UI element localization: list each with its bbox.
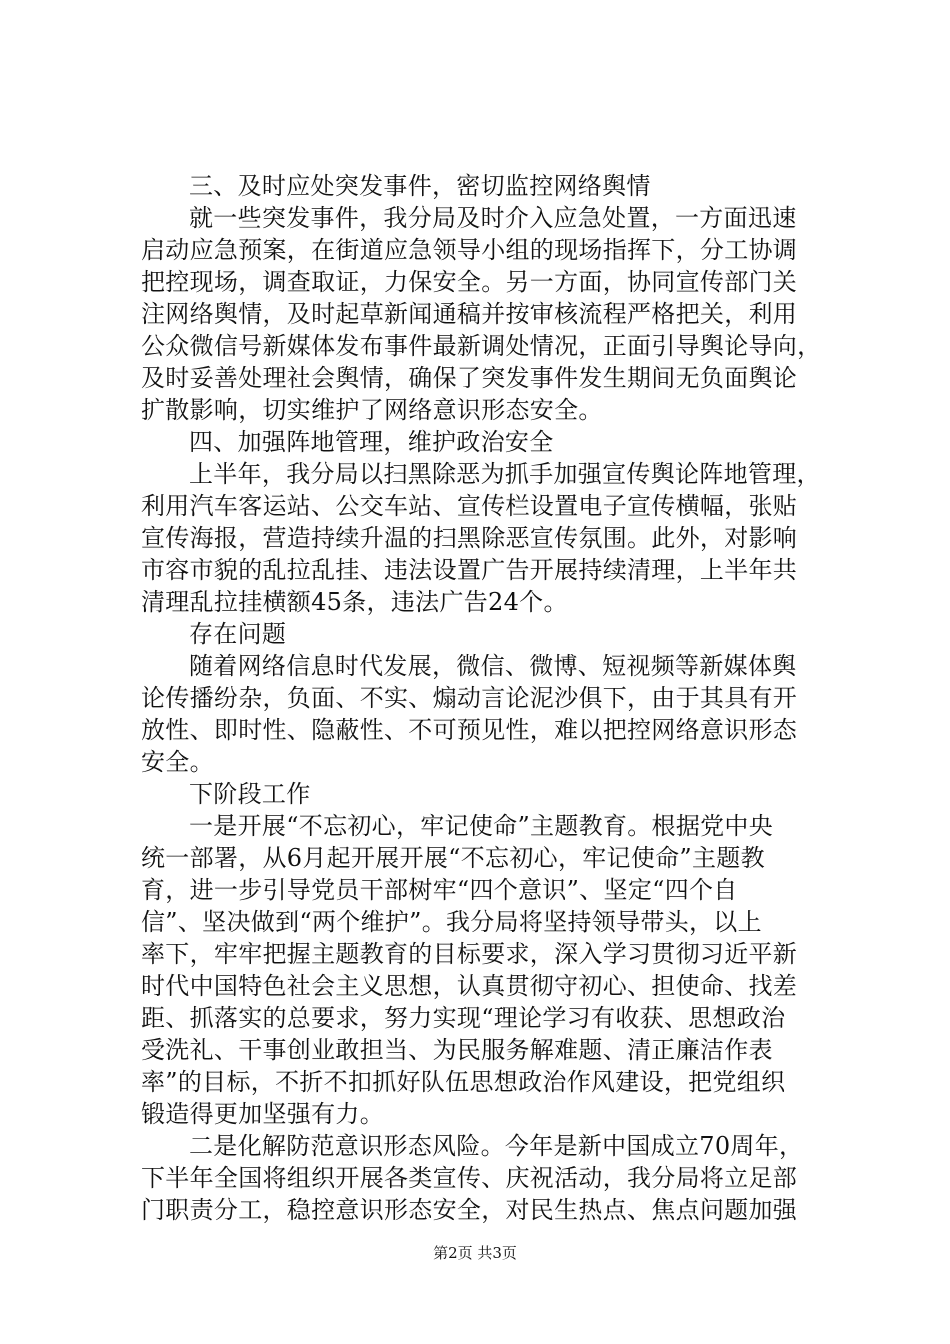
paragraph-line: 及时妥善处理社会舆情，确保了突发事件发生期间无负面舆论 xyxy=(141,364,798,392)
section-heading: 下阶段工作 xyxy=(189,780,311,808)
paragraph-line: 就一些突发事件，我分局及时介入应急处置，一方面迅速 xyxy=(189,204,797,232)
paragraph-line: 启动应急预案，在街道应急领导小组的现场指挥下，分工协调 xyxy=(141,236,798,264)
paragraph-line: 公众微信号新媒体发布事件最新调处情况，正面引导舆论导向， xyxy=(141,332,822,360)
paragraph-line: 距、抓落实的总要求，努力实现“理论学习有收获、思想政治 xyxy=(141,1004,786,1032)
paragraph-line: 安全。 xyxy=(141,748,214,776)
paragraph-line: 统一部署，从6月起开展开展“不忘初心，牢记使命”主题教 xyxy=(141,844,765,872)
paragraph-line: 率下，牢牢把握主题教育的目标要求，深入学习贯彻习近平新 xyxy=(141,940,798,968)
paragraph-line: 门职责分工，稳控意识形态安全，对民生热点、焦点问题加强 xyxy=(141,1196,798,1224)
paragraph-line: 锻造得更加坚强有力。 xyxy=(141,1100,384,1128)
paragraph-line: 注网络舆情，及时起草新闻通稿并按审核流程严格把关，利用 xyxy=(141,300,798,328)
paragraph-line: 一是开展“不忘初心，牢记使命”主题教育。根据党中央 xyxy=(189,812,774,840)
section-heading: 存在问题 xyxy=(189,620,287,648)
paragraph-line: 把控现场，调查取证，力保安全。另一方面，协同宣传部门关 xyxy=(141,268,798,296)
paragraph-line: 时代中国特色社会主义思想，认真贯彻守初心、担使命、找差 xyxy=(141,972,798,1000)
paragraph-line: 二是化解防范意识形态风险。今年是新中国成立70周年， xyxy=(189,1132,804,1160)
paragraph-line: 市容市貌的乱拉乱挂、违法设置广告开展持续清理，上半年共 xyxy=(141,556,798,584)
document-body xyxy=(141,170,851,1226)
paragraph-line: 下半年全国将组织开展各类宣传、庆祝活动，我分局将立足部 xyxy=(141,1164,798,1192)
paragraph-line: 上半年，我分局以扫黑除恶为抓手加强宣传舆论阵地管理， xyxy=(189,460,821,488)
paragraph-line: 率”的目标，不折不扣抓好队伍思想政治作风建设，把党组织 xyxy=(141,1068,786,1096)
paragraph-line: 随着网络信息时代发展，微信、微博、短视频等新媒体舆 xyxy=(189,652,797,680)
paragraph-line: 放性、即时性、隐蔽性、不可预见性，难以把控网络意识形态 xyxy=(141,716,798,744)
section-heading: 三、及时应处突发事件，密切监控网络舆情 xyxy=(189,172,651,200)
paragraph-line: 育，进一步引导党员干部树牢“四个意识”、坚定“四个自 xyxy=(141,876,738,904)
paragraph-line: 清理乱拉挂横额45条，违法广告24个。 xyxy=(141,588,568,616)
page-footer xyxy=(0,1243,950,1263)
paragraph-line: 论传播纷杂，负面、不实、煽动言论泥沙俱下，由于其具有开 xyxy=(141,684,798,712)
paragraph-line: 扩散影响，切实维护了网络意识形态安全。 xyxy=(141,396,603,424)
paragraph-line: 利用汽车客运站、公交车站、宣传栏设置电子宣传横幅，张贴 xyxy=(141,492,798,520)
section-heading: 四、加强阵地管理，维护政治安全 xyxy=(189,428,554,456)
page-number: 第2页 共3页 xyxy=(433,1244,517,1262)
paragraph-line: 宣传海报，营造持续升温的扫黑除恶宣传氛围。此外，对影响 xyxy=(141,524,798,552)
paragraph-line: 信”、坚决做到“两个维护”。我分局将坚持领导带头，以上 xyxy=(141,908,762,936)
paragraph-line: 受洗礼、干事创业敢担当、为民服务解难题、清正廉洁作表 xyxy=(141,1036,773,1064)
